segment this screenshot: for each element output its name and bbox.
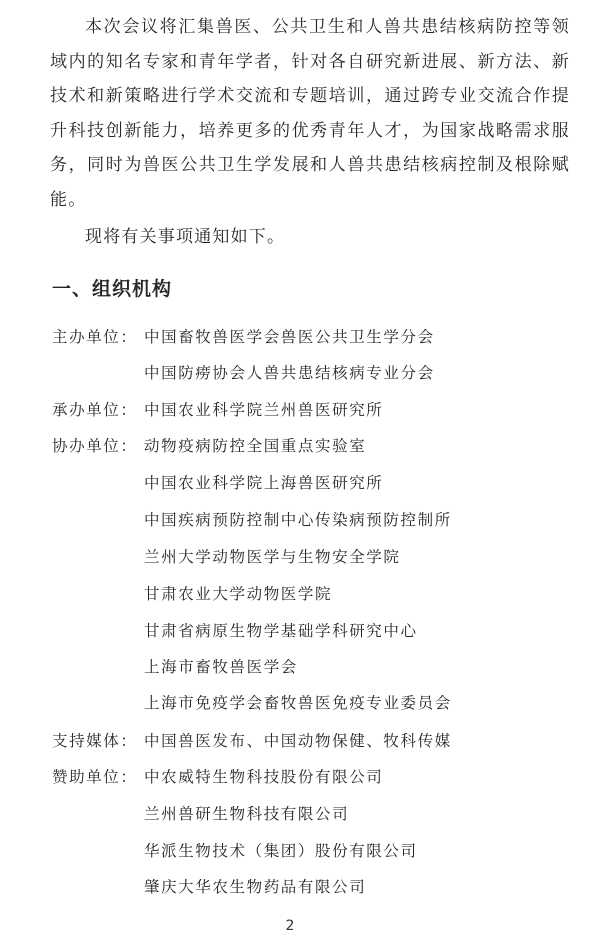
- org-value: 中国农业科学院上海兽医研究所: [144, 474, 384, 492]
- org-value: 甘肃农业大学动物医学院: [144, 585, 333, 603]
- notice-line: 现将有关事项通知如下。: [85, 227, 286, 247]
- org-value: 中国农业科学院兰州兽医研究所: [144, 401, 384, 419]
- section-heading: 一、组织机构: [52, 278, 173, 300]
- org-value: 兰州兽研生物科技有限公司: [144, 805, 350, 823]
- org-label-host: 主办单位：: [52, 328, 138, 346]
- org-label-organizer: 承办单位：: [52, 401, 138, 419]
- page-number: 2: [285, 918, 295, 934]
- org-value: 中国防痨协会人兽共患结核病专业分会: [144, 364, 435, 382]
- org-value: 上海市免疫学会畜牧兽医免疫专业委员会: [144, 694, 452, 712]
- org-value: 上海市畜牧兽医学会: [144, 658, 298, 676]
- org-value: 中农威特生物科技股份有限公司: [144, 768, 384, 786]
- intro-paragraph: 本次会议将汇集兽医、公共卫生和人兽共患结核病防控等领域内的知名专家和青年学者，针对各自研究新进展、新方法、新技术和新策略进行学术交流和专题培训，通过跨专业交流合作提升科技创新能力，培养更多的优秀青年人才，为国家战略需求服务，同时为兽医公共卫生学发展和人兽共患结核病控制及根除赋能。: [50, 17, 570, 210]
- org-label-media: 支持媒体：: [52, 732, 138, 750]
- org-value: 中国疾病预防控制中心传染病预防控制所: [144, 511, 452, 529]
- org-value: 华派生物技术（集团）股份有限公司: [144, 842, 418, 860]
- org-value: 中国畜牧兽医学会兽医公共卫生学分会: [144, 328, 435, 346]
- org-value: 肇庆大华农生物药品有限公司: [144, 878, 367, 896]
- org-label-co-organizer: 协办单位：: [52, 437, 138, 455]
- org-value: 兰州大学动物医学与生物安全学院: [144, 548, 401, 566]
- org-value: 动物疫病防控全国重点实验室: [144, 437, 367, 455]
- org-value: 中国兽医发布、中国动物保健、牧科传媒: [144, 732, 452, 750]
- org-label-sponsor: 赞助单位：: [52, 768, 138, 786]
- org-value: 甘肃省病原生物学基础学科研究中心: [144, 622, 418, 640]
